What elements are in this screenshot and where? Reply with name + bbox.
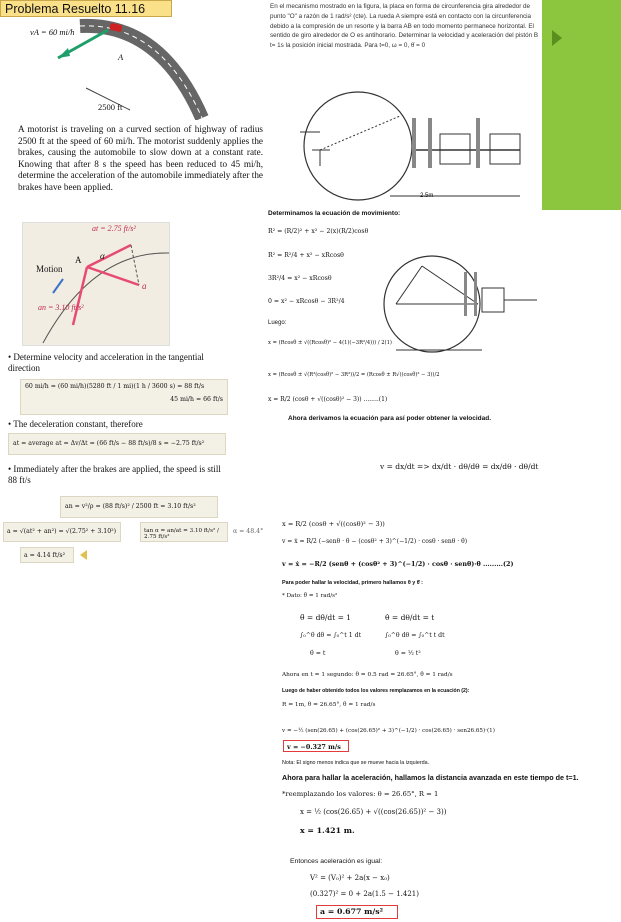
- entonces-label: Entonces aceleración es igual:: [290, 858, 383, 865]
- acceleration-vectors: [23, 223, 169, 345]
- eq-x1: x = ½ (cos(26.65) + √((cos(26.65))² − 3)): [300, 808, 447, 816]
- eq-m7: x = R/2 (cosθ + √((cosθ)² − 3)) ........(1): [268, 396, 388, 403]
- reemplazando: *reemplazando los valores: θ = 26.65°, R = 1: [282, 790, 439, 798]
- eq-vfull: v = −½ (sen(26.65) + (cos(26.65)² + 3)^(−1/2) · cos(26.65) · sen26.65)·(1): [282, 728, 495, 734]
- arrow-left-icon: [80, 550, 87, 560]
- radius-label: 2500 ft: [98, 102, 123, 112]
- eq-i4: ∫₀^θ dθ = ∫₀^t t dt: [385, 632, 445, 639]
- bullet-velocity-text: Determine velocity and acceleration in the tangential direction: [8, 352, 204, 373]
- movement-title: Determinamos la ecuación de movimiento:: [268, 210, 401, 217]
- conversion-eq-2: 45 mi/h = 66 ft/s: [170, 396, 223, 403]
- alpha-result: α = 48.4°: [233, 528, 264, 535]
- eq-v2: v = ẋ = R/2 (−senθ · θ̇ − (cosθ² + 3)^(−1/2) · cosθ · senθ · θ̇): [282, 538, 468, 545]
- velocity-result: v = −0.327 m/s: [283, 740, 349, 752]
- an-label: an = 3.10 ft/s²: [38, 303, 84, 312]
- velocity-definition: v = dx/dt => dx/dt · dθ/dθ = dx/dθ · dθ/dt: [380, 462, 539, 471]
- r-values: R = 1m, θ = 26.65°, θ̇ = 1 rad/s: [282, 702, 376, 708]
- luego-remplazo: Luego de haber obtenido todos los valores remplazamos en la ecuación (2):: [282, 688, 470, 694]
- play-triangle-icon: [552, 30, 562, 46]
- bullet-speed-text: Immediately after the brakes are applied, the speed is still 88 ft/s: [8, 464, 221, 485]
- conversion-box: [20, 379, 228, 415]
- point-a-label: A: [118, 52, 124, 62]
- eq-m2: R² = R²/4 + x² − xRcosθ: [268, 252, 344, 259]
- eq-i1: θ̈ = dθ̇/dt = 1: [300, 613, 352, 622]
- eq-i3: ∫₀^θ̇ dθ̇ = ∫₀^t 1 dt: [300, 632, 362, 639]
- eq-v3: v = ẋ = −R/2 (senθ + (cosθ² + 3)^(−1/2) · cosθ · senθ)·θ̇ .........(2): [282, 560, 514, 568]
- alpha-label: α: [100, 251, 105, 261]
- fig2-point-a: A: [75, 255, 82, 265]
- bullet-deceleration: • The deceleration constant, therefore: [8, 419, 143, 429]
- eq-v1: x = R/2 (cosθ + √((cosθ)² − 3)): [282, 520, 385, 528]
- eq-m4: 0 = x² − xRcosθ − 3R²/4: [268, 298, 345, 305]
- problem-statement: A motorist is traveling on a curved section of highway of radius 2500 ft at the speed of 60 mi/h. The motorist suddenly applies the brakes, causing the automobile to slow down at a constant rate. Knowing that after 8 s the speed has been reduced to 45 mi/h, determine the acceleration of the automobile immediately after the brakes have been applied.: [18, 124, 263, 192]
- luego-label: Luego:: [268, 320, 287, 326]
- deceleration-box: at = average at = Δv/Δt = (66 ft/s − 88 ft/s)/8 s = −2.75 ft/s²: [8, 433, 226, 455]
- para-label: Para poder hallar la velocidad, primero hallamos θ y θ̇ :: [282, 580, 423, 586]
- mechanism-figure-2: [382, 232, 542, 412]
- eq-m3: 3R²/4 = x² − xRcosθ: [268, 275, 332, 282]
- dato-label: * Dato: θ̈ = 1 rad/s²: [282, 593, 338, 599]
- alpha-box: tan α = an/at = 3.10 ft/s² / 2.75 ft/s²: [140, 522, 228, 542]
- acceleration-note: Ahora para hallar la aceleración, hallamos la distancia avanzada en este tiempo de t=1.: [282, 773, 579, 782]
- speed-label: vA = 60 mi/h: [30, 27, 75, 37]
- eq-x2: x = 1.421 m.: [300, 826, 355, 835]
- motion-label: Motion: [36, 264, 63, 274]
- eq-i6: θ = ½ t²: [395, 650, 421, 657]
- eq-m6: x = (Rcosθ ± √(R²(cosθ)² − 3R²))/2 = (Rcosθ ± R√((cosθ)² − 3))/2: [268, 372, 440, 378]
- eq-i2: θ̇ = dθ/dt = t: [385, 613, 435, 622]
- mechanism-figure-1: [290, 88, 540, 206]
- a-vector-label: a: [142, 281, 147, 291]
- conversion-eq: 60 mi/h = (60 mi/h)(5280 ft / 1 mi)(1 h / 3600 s) = 88 ft/s: [25, 383, 205, 390]
- sign-note: Nota: El signo menos indica que se mueve hacia la izquierda.: [282, 760, 430, 766]
- dim-label-1: 2.5m: [420, 193, 434, 199]
- problem-title: Problema Resuelto 11.16: [0, 0, 172, 17]
- eq-m5: x = (Rcosθ ± √((Rcosθ)² − 4(1)(−3R²/4))) / 2(1): [268, 340, 392, 346]
- mechanism-statement: En el mecanismo mostrado en la figura, la placa en forma de circunferencia gira alrededor de punto "O" a razón de 1 rad/s² (cte). La rueda A siempre está en contacto con la circunferencia debido a la compresión de un resorte y la barra AB en todo momento permanece horizontal. El sentido de giro alrededor de O es antihorario. Determinar la velocidad y aceleración del pistón B t= 1s la posición inicial mostrada. Para t=0, ω = 0, θ̇ = 0: [270, 3, 539, 50]
- at-label: at = 2.75 ft/s²: [92, 224, 136, 233]
- bullet-velocity: • Determine velocity and acceleration in the tangential direction: [8, 352, 204, 373]
- eq-a2: (0.327)² = 0 + 2a(1.5 − 1.421): [310, 890, 419, 898]
- magnitude-box: a = √(at² + an²) = √(2.75² + 3.10²): [3, 522, 121, 542]
- eq-m1: R² = (R/2)² + x² − 2(x)(R/2)cosθ: [268, 228, 369, 235]
- normal-accel-box: an = v²/ρ = (88 ft/s)² / 2500 ft = 3.10 ft/s²: [60, 496, 218, 518]
- acceleration-figure: [22, 222, 170, 346]
- en-segundo: Ahora en t = 1 segundo: θ = 0.5 rad = 26.65°, θ̇ = 1 rad/s: [282, 672, 453, 678]
- bullet-speed: • Immediately after the brakes are applied, the speed is still 88 ft/s: [8, 464, 221, 485]
- eq-i5: θ̇ = t: [310, 650, 326, 657]
- derivative-note: Ahora derivamos la ecuación para así poder obtener la velocidad.: [288, 415, 492, 422]
- accel-result-box: a = 4.14 ft/s²: [20, 547, 74, 563]
- acceleration-result: a = 0.677 m/s²: [316, 905, 398, 919]
- eq-a1: V² = (V₀)² + 2a(x − x₀): [310, 874, 390, 882]
- bullet-deceleration-text: The deceleration constant, therefore: [13, 419, 143, 429]
